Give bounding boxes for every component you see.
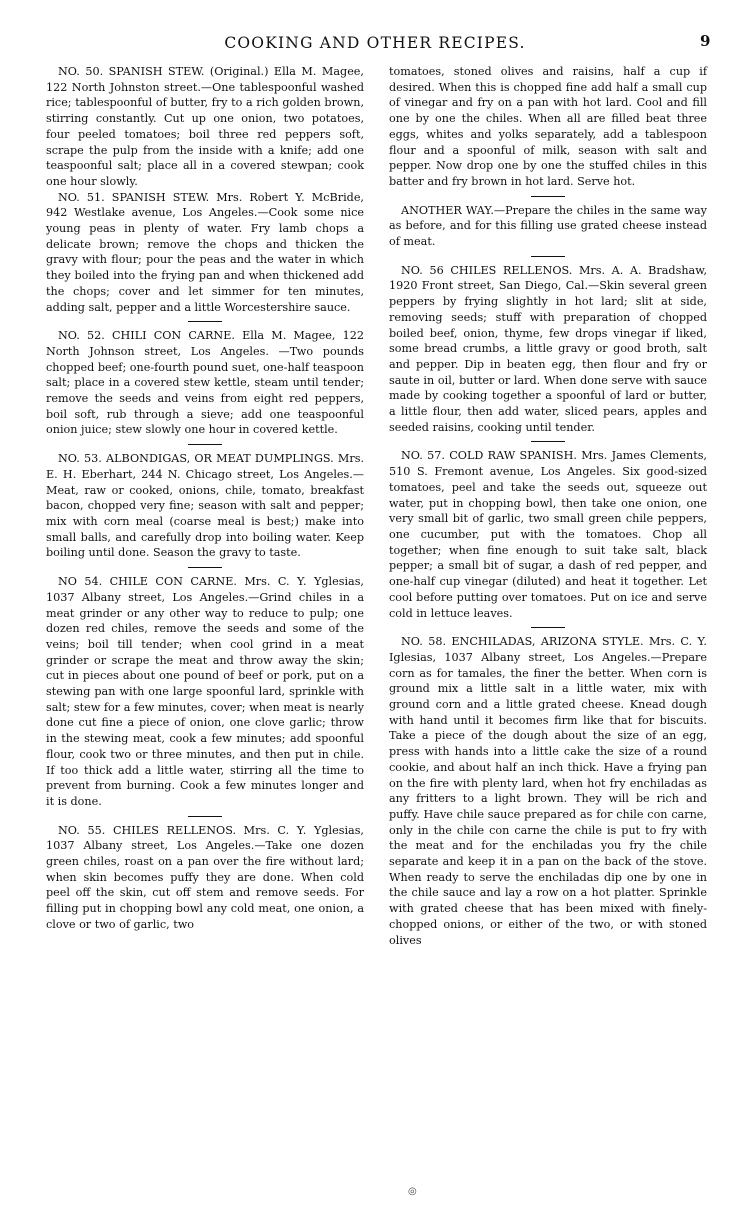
recipe-56: NO. 56 CHILES RELLENOS. Mrs. A. A. Bradshaw, 1920 Front street, San Diego, Cal.—Skin several green peppers by frying slightly in hot lard; slit at side, removing seeds; stuff with preparation of chopped boiled beef, onion, thyme, few drops vinegar if liked, some bread crumbs, a little gravy or good broth, salt and pepper. Dip in beaten egg, then flour and fry or saute in oil, butter or lard. When done serve with sauce made by cooking together a spoonful of lard or butter, a little flour, then add water, sliced pears, apples and seeded raisins, cooking until tender.: [389, 263, 707, 434]
right-column: [389, 64, 707, 948]
recipe-53: NO. 53. ALBONDIGAS, OR MEAT DUMPLINGS. Mrs. E. H. Eberhart, 244 N. Chicago street, Los Angeles.—Meat, raw or cooked, onions, chile, tomato, breakfast bacon, chopped very fine; season with salt and pepper; mix with corn meal (coarse meal is best;) make into small balls, and carefully drop into boiling water. Keep boiling until done. Season the gravy to taste.: [46, 452, 364, 560]
print-mark: ◎: [408, 1186, 417, 1197]
separator-rule: [188, 444, 222, 445]
recipe-51: NO. 51. SPANISH STEW. Mrs. Robert Y. McBride, 942 Westlake avenue, Los Angeles.—Cook some nice young peas in plenty of water. Fry lamb chops a delicate brown; remove the chops and thicken the gravy with flour; pour the peas and the water in which they boiled into the frying pan and when thickened add the chops; cover and let simmer for ten minutes, adding salt, pepper and a little Worcestershire sauce.: [46, 190, 364, 314]
separator-rule: [188, 567, 222, 568]
recipe-55-continued: tomatoes, stoned olives and raisins, half a cup if desired. When this is chopped fine add half a small cup of vinegar and fry on a pan with hot lard. Cool and fill one by one the chiles. When all are filled beat three eggs, whites and yolks separately, add a tablespoon flour and a spoonful of milk, season with salt and pepper. Now drop one by one the stuffed chiles in this batter and fry brown in hot lard. Serve hot.: [389, 65, 707, 188]
page-title: COOKING AND OTHER RECIPES.: [224, 34, 526, 52]
recipe-55: NO. 55. CHILES RELLENOS. Mrs. C. Y. Yglesias, 1037 Albany street, Los Angeles.—Take one dozen green chiles, roast on a pan over the fire without lard; when skin becomes puffy they are done. When cold peel off the skin, cut off stem and remove seeds. For filling put in chopping bowl any cold meat, one onion, a clove or two of garlic, two: [46, 823, 364, 931]
recipe-58: NO. 58. ENCHILADAS, ARIZONA STYLE. Mrs. C. Y. Iglesias, 1037 Albany street, Los Angeles.—Prepare corn as for tamales, the finer the better. When corn is ground mix a little salt in a little water, mix with ground corn and a little grated cheese. Knead dough with hand until it becomes firm like that for biscuits. Take a piece of the dough about the size of an egg, press with hands into a little cake the size of a round cookie, and about half an inch thick. Have a frying pan on the fire with plenty lard, when hot fry enchiladas as any fritters to a light brown. They will be rich and puffy. Have chile sauce prepared as for chile con carne, only in the chile con carne the chile is put to fry with the meat and for the enchiladas you fry the chile separate and keep it in a pan on the back of the stove. When ready to serve the enchiladas dip one by one in the chile sauce and lay a row on a hot platter. Sprinkle with grated cheese that has been mixed with finely-chopped onions, or either of the two, or with stoned olives: [389, 635, 707, 947]
recipe-52: NO. 52. CHILI CON CARNE. Ella M. Magee, 122 North Johnson street, Los Angeles. —Two pounds chopped beef; one-fourth pound suet, one-half teaspoon salt; place in a covered stew kettle, steam until tender; remove the seeds and veins from eight red peppers, boil soft, rub through a sieve; add one teaspoonful onion juice; stew slowly one hour in covered kettle.: [46, 329, 364, 437]
separator-rule: [531, 196, 565, 197]
page-number: 9: [700, 32, 711, 50]
page-header: [0, 34, 750, 58]
separator-rule: [531, 627, 565, 628]
another-way: ANOTHER WAY.—Prepare the chiles in the same way as before, and for this filling use grated cheese instead of meat.: [389, 203, 707, 249]
recipe-50: NO. 50. SPANISH STEW. (Original.) Ella M. Magee, 122 North Johnston street.—One tablespoonful washed rice; tablespoonful of butter, fry to a rich golden brown, stirring constantly. Cut up one onion, two potatoes, four peeled tomatoes; boil three red peppers soft, scrape the pulp from the inside with a knife; add one teaspoonful salt; place all in a covered stewpan; cook one hour slowly.: [46, 65, 364, 188]
left-column: [46, 64, 364, 933]
recipe-57: NO. 57. COLD RAW SPANISH. Mrs. James Clements, 510 S. Fremont avenue, Los Angeles. Six good-sized tomatoes, peel and take the seeds out, squeeze out water, put in chopping bowl, then take one onion, one very small bit of garlic, two small green chile peppers, one cucumber, put with the tomatoes. Chop all together; when fine enough to suit take salt, black pepper; a small bit of sugar, a dash of red pepper, and one-half cup vinegar (diluted) and heat it together. Let cool before putting over tomatoes. Put on ice and serve cold in lettuce leaves.: [389, 449, 707, 620]
recipe-54: NO 54. CHILE CON CARNE. Mrs. C. Y. Yglesias, 1037 Albany street, Los Angeles.—Grind chiles in a meat grinder or any other way to reduce to pulp; one dozen red chiles, remove the seeds and some of the veins; boil till tender; when cool grind in a meat grinder or scrape the meat and throw away the skin; cut in pieces about one pound of beef or pork, put on a stewing pan with one large spoonful lard, sprinkle with salt; stew for a few minutes, cover; when meat is nearly done cut fine a piece of onion, one clove garlic; throw in the stewing meat, cook a few minutes; add spoonful flour, cook two or three minutes, and then put in chile. If too thick add a little water, stirring all the time to prevent from burning. Cook a few minutes longer and it is done.: [46, 575, 364, 808]
separator-rule: [531, 441, 565, 442]
separator-rule: [188, 321, 222, 322]
separator-rule: [188, 816, 222, 817]
separator-rule: [531, 256, 565, 257]
